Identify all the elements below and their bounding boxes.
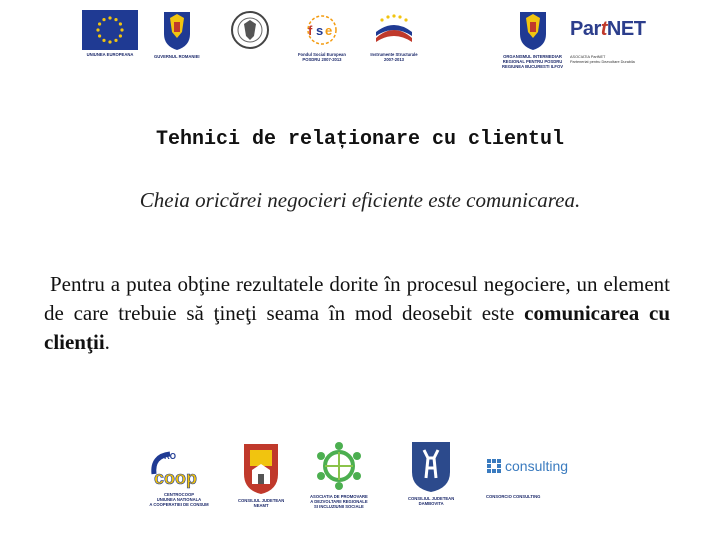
eu-caption: UNIUNEA EUROPEANA [86,52,134,57]
gov-logo [154,8,200,59]
dambovita-coat-of-arms-icon [408,438,454,494]
is-logo [370,12,418,62]
partnet-caption: ASOCIATIA PartNET Parteneriat pentru Dezvoltare Durabila [570,55,635,64]
fse-logo [298,12,346,62]
ministry-seal-icon [230,10,270,50]
slide-subtitle: Cheia oricărei negocieri eficiente este comunicarea. [139,188,581,212]
eu-flag-icon [82,10,138,50]
svg-text:coop: coop [154,468,197,488]
footer-logo-strip [140,436,576,518]
svg-text:e: e [324,23,333,38]
body-paragraph [44,270,670,357]
oi-coat-of-arms-icon [516,8,550,52]
fse-emblem-icon [300,12,344,50]
coop-caption: CENTROCOOP UNIUNEA NATIONALA A COOPERATIEI DE CONSUM [149,492,209,507]
partnet-logo [570,18,650,64]
neamt-caption: CONSILIUL JUDETEAN NEAMT [238,498,285,508]
header-logo-strip [64,4,656,80]
consulting-logo [486,458,568,499]
gov-caption: GUVERNUL ROMANIEI [154,54,200,59]
fse-caption: Fondul Social European POSDRU 2007-2013 [298,52,346,62]
oi-logo [502,8,563,69]
slide-title: Tehnici de relaționare cu clientul [155,128,565,151]
neamt-coat-of-arms-icon [240,440,282,496]
dambovita-logo [408,438,454,506]
svg-text:f: f [307,23,313,38]
body-bold-text: comunicarea cu clienţii [44,301,670,354]
oi-caption: ORGANISMUL INTERMEDIAR REGIONAL PENTRU POSDRU REGIUNEA BUCURESTI ILFOV [502,54,564,69]
seal-logo [230,10,270,50]
coop-emblem-icon [148,446,210,490]
svg-text:s: s [315,23,324,38]
consulting-grid-icon [486,458,502,474]
romania-coat-of-arms-icon [160,8,194,52]
body-main-text: Pentru a putea obţine rezultatele dorite în procesul negociere, un element de care trebuie să ţineţi seama în mod deosebit este [44,272,670,325]
adrs-logo [310,440,368,509]
consulting-caption: CONSORCIO CONSULTING [486,494,541,499]
dambovita-caption: CONSILIUL JUDETEAN DAMBOVITA [408,496,455,506]
coop-logo [148,446,210,507]
eu-logo [82,10,138,57]
structural-instruments-icon [370,12,418,50]
adrs-caption: ASOCIATIA DE PROMOVARE A DEZVOLTARII REGIONALE SI INCLUZIUNII SOCIALE [310,494,368,509]
people-circle-icon [311,440,367,492]
neamt-logo [238,440,284,508]
partnet-wordmark: PartNET [570,18,646,40]
consulting-wordmark: consulting [505,458,569,474]
body-end-text: . [104,330,110,354]
is-caption: Instrumente Structurale 2007-2013 [370,52,418,62]
svg-text:RO: RO [164,452,176,461]
